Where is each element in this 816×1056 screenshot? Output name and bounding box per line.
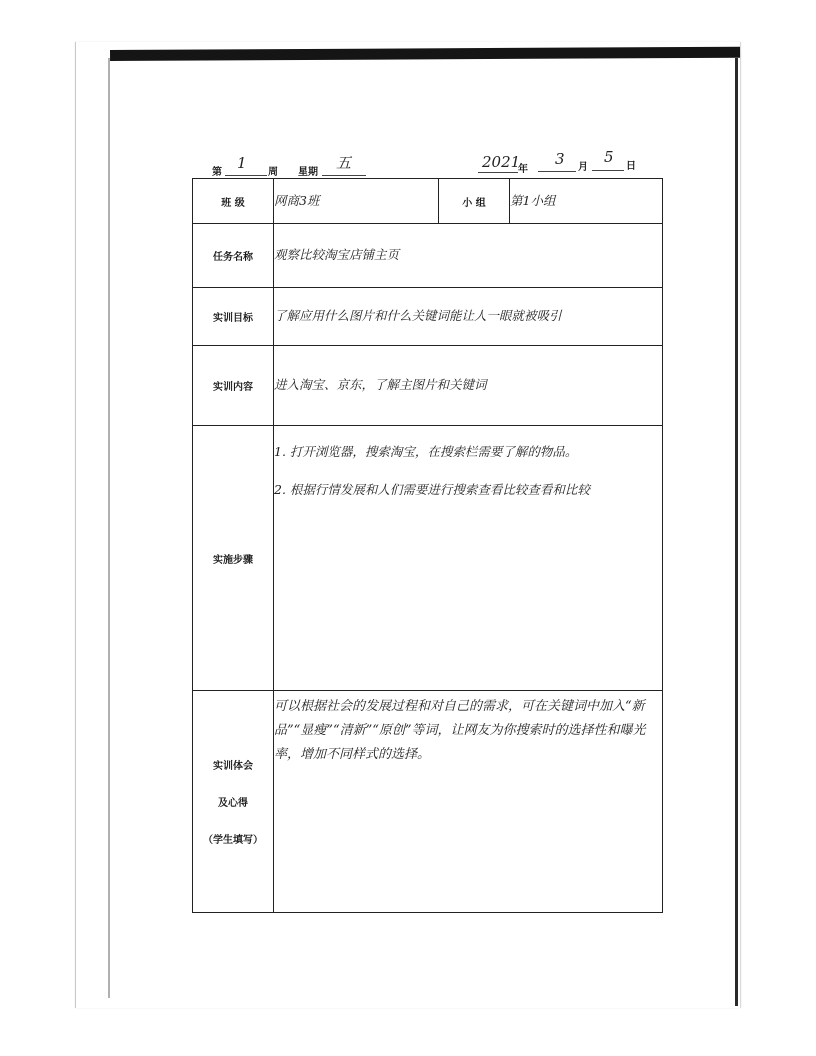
year-value: 2021	[482, 153, 521, 171]
task-value: 观察比较淘宝店铺主页	[274, 224, 663, 288]
reflection-label-1: 实训体会	[213, 761, 253, 772]
reflection-label-cell	[193, 691, 274, 913]
week-number: 1	[237, 154, 247, 172]
scan-left-edge	[108, 58, 110, 998]
group-label: 小 组	[439, 179, 510, 224]
steps-label: 实施步骤	[193, 426, 274, 691]
day-value: 5	[604, 148, 614, 166]
reflection-row	[193, 691, 663, 913]
scan-right-edge	[735, 58, 738, 1006]
training-record-table	[192, 178, 663, 913]
goal-row	[193, 288, 663, 346]
step-item-1: 1. 打开浏览器，搜索淘宝，在搜索栏需要了解的物品。	[274, 444, 578, 459]
di-label: 第	[212, 167, 222, 178]
reflection-value: 可以根据社会的发展过程和对自己的需求，可在关键词中加入“新品”“显瘦”“清新”“原创”等词，让网友为你搜索时的选择性和曝光率，增加不同样式的选择。	[274, 691, 663, 913]
day-label: 日	[626, 161, 636, 172]
year-underline	[478, 172, 518, 173]
class-label: 班 级	[193, 179, 274, 224]
weekday-label: 星期	[298, 167, 318, 178]
step-item-2: 2. 根据行情发展和人们需要进行搜索查看比较查看和比较	[274, 482, 590, 498]
reflection-label-3: （学生填写）	[203, 835, 263, 846]
content-label: 实训内容	[193, 346, 274, 426]
task-row	[193, 224, 663, 288]
group-value: 第1小组	[510, 179, 663, 224]
reflection-label-2: 及心得	[218, 798, 248, 809]
month-underline	[538, 171, 576, 172]
year-label: 年	[518, 164, 528, 175]
week-underline	[225, 175, 267, 176]
steps-row	[193, 426, 663, 691]
goal-label: 实训目标	[193, 288, 274, 346]
class-value: 网商3班	[274, 179, 439, 224]
goal-value: 了解应用什么图片和什么关键词能让人一眼就被吸引	[274, 288, 663, 346]
weekday-underline	[322, 175, 366, 176]
month-value: 3	[555, 150, 565, 168]
week-label: 周	[268, 167, 278, 178]
steps-cell	[274, 426, 663, 691]
date-header	[0, 0, 816, 180]
month-label: 月	[578, 162, 588, 173]
day-underline	[592, 170, 624, 171]
weekday-value: 五	[336, 154, 352, 172]
content-value: 进入淘宝、京东，了解主图片和关键词	[274, 346, 663, 426]
task-label: 任务名称	[193, 224, 274, 288]
class-row	[193, 179, 663, 224]
content-row	[193, 346, 663, 426]
